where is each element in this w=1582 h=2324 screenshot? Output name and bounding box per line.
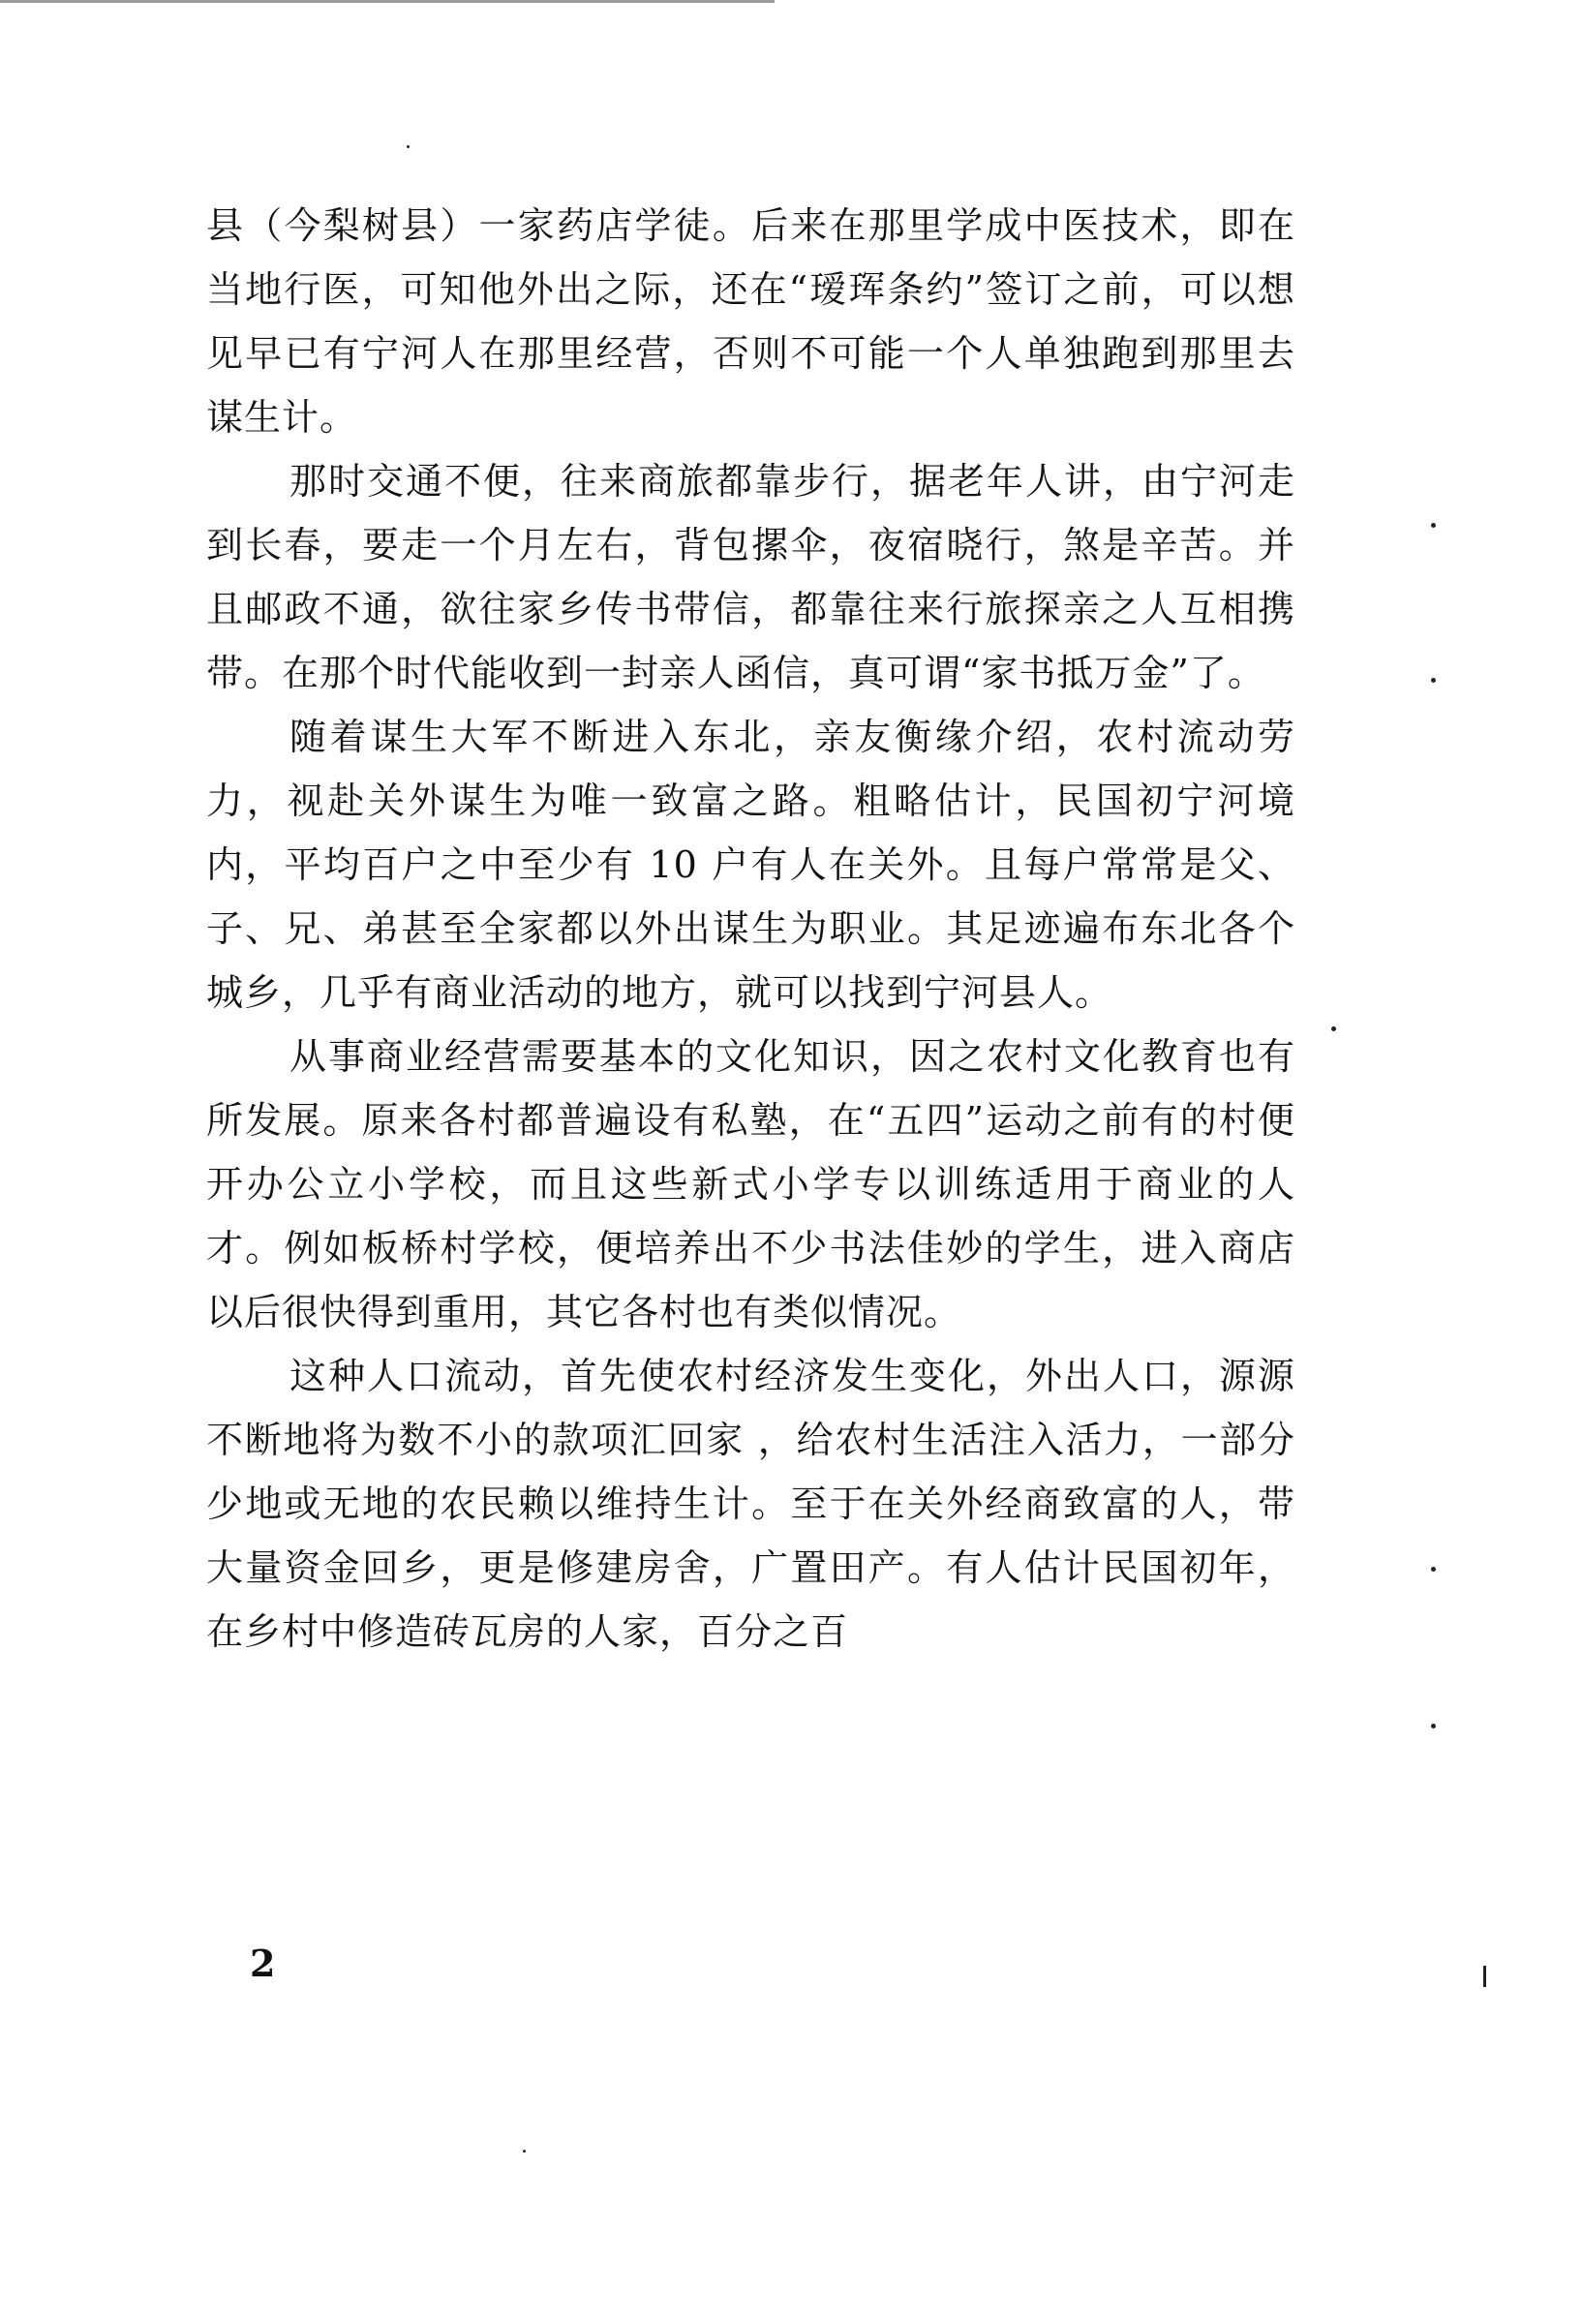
paragraph-2: 那时交通不便，往来商旅都靠步行，据老年人讲，由宁河走到长春，要走一个月左右，背包摞伞，夜宿晓行，煞是辛苦。并且邮政不通，欲往家乡传书带信，都靠往来行旅探亲之人互相携带。在那个时代能收到一封亲人函信，真可谓“家书抵万金”了。 [206,460,1295,694]
paragraph-4: 从事商业经营需要基本的文化知识，因之农村文化教育也有所发展。原来各村都普遍设有私塾，在“五四”运动之前有的村便开办公立小学校，而且这些新式小学专以训练适用于商业的人才。例如板桥村学校，便培养出不少书法佳妙的学生，进入商店以后很快得到重用，其它各村也有类似情况。 [206,1035,1295,1333]
page-body [206,194,1295,1664]
scan-speck [523,2150,526,2153]
scan-speck [1331,1026,1336,1031]
top-rule [0,0,775,3]
paragraph-1: 县（今梨树县）一家药店学徒。后来在那里学成中医技术，即在当地行医，可知他外出之际，还在“瑷珲条约”签订之前，可以想见早已有宁河人在那里经营，否则不可能一个人单独跑到那里去谋生计。 [206,204,1295,439]
scan-speck [1431,1724,1436,1728]
scan-speck [1431,523,1436,528]
scan-speck [1431,678,1436,683]
paragraph-3: 随着谋生大军不断进入东北，亲友衡缘介绍，农村流动劳力，视赴关外谋生为唯一致富之路。粗略估计，民国初宁河境内，平均百户之中至少有 10 户有人在关外。且每户常常是父、子、兄、弟甚至全家都以外出谋生为职业。其足迹遍布东北各个城乡，几乎有商业活动的地方，就可以找到宁河县人。 [206,716,1295,1014]
scan-speck [407,145,410,148]
scan-speck [1431,1567,1436,1572]
paragraph-5: 这种人口流动，首先使农村经济发生变化，外出人口，源源不断地将为数不小的款项汇回家 ，给农村生活注入活力，一部分少地或无地的农民赖以维持生计。至于在关外经商致富的人，带大量资金回乡，更是修建房舍，广置田产。有人估计民国初年，在乡村中修造砖瓦房的人家，百分之百 [206,1355,1295,1653]
page-number: 2 [250,1942,276,1985]
scan-stroke [1483,1966,1486,1987]
